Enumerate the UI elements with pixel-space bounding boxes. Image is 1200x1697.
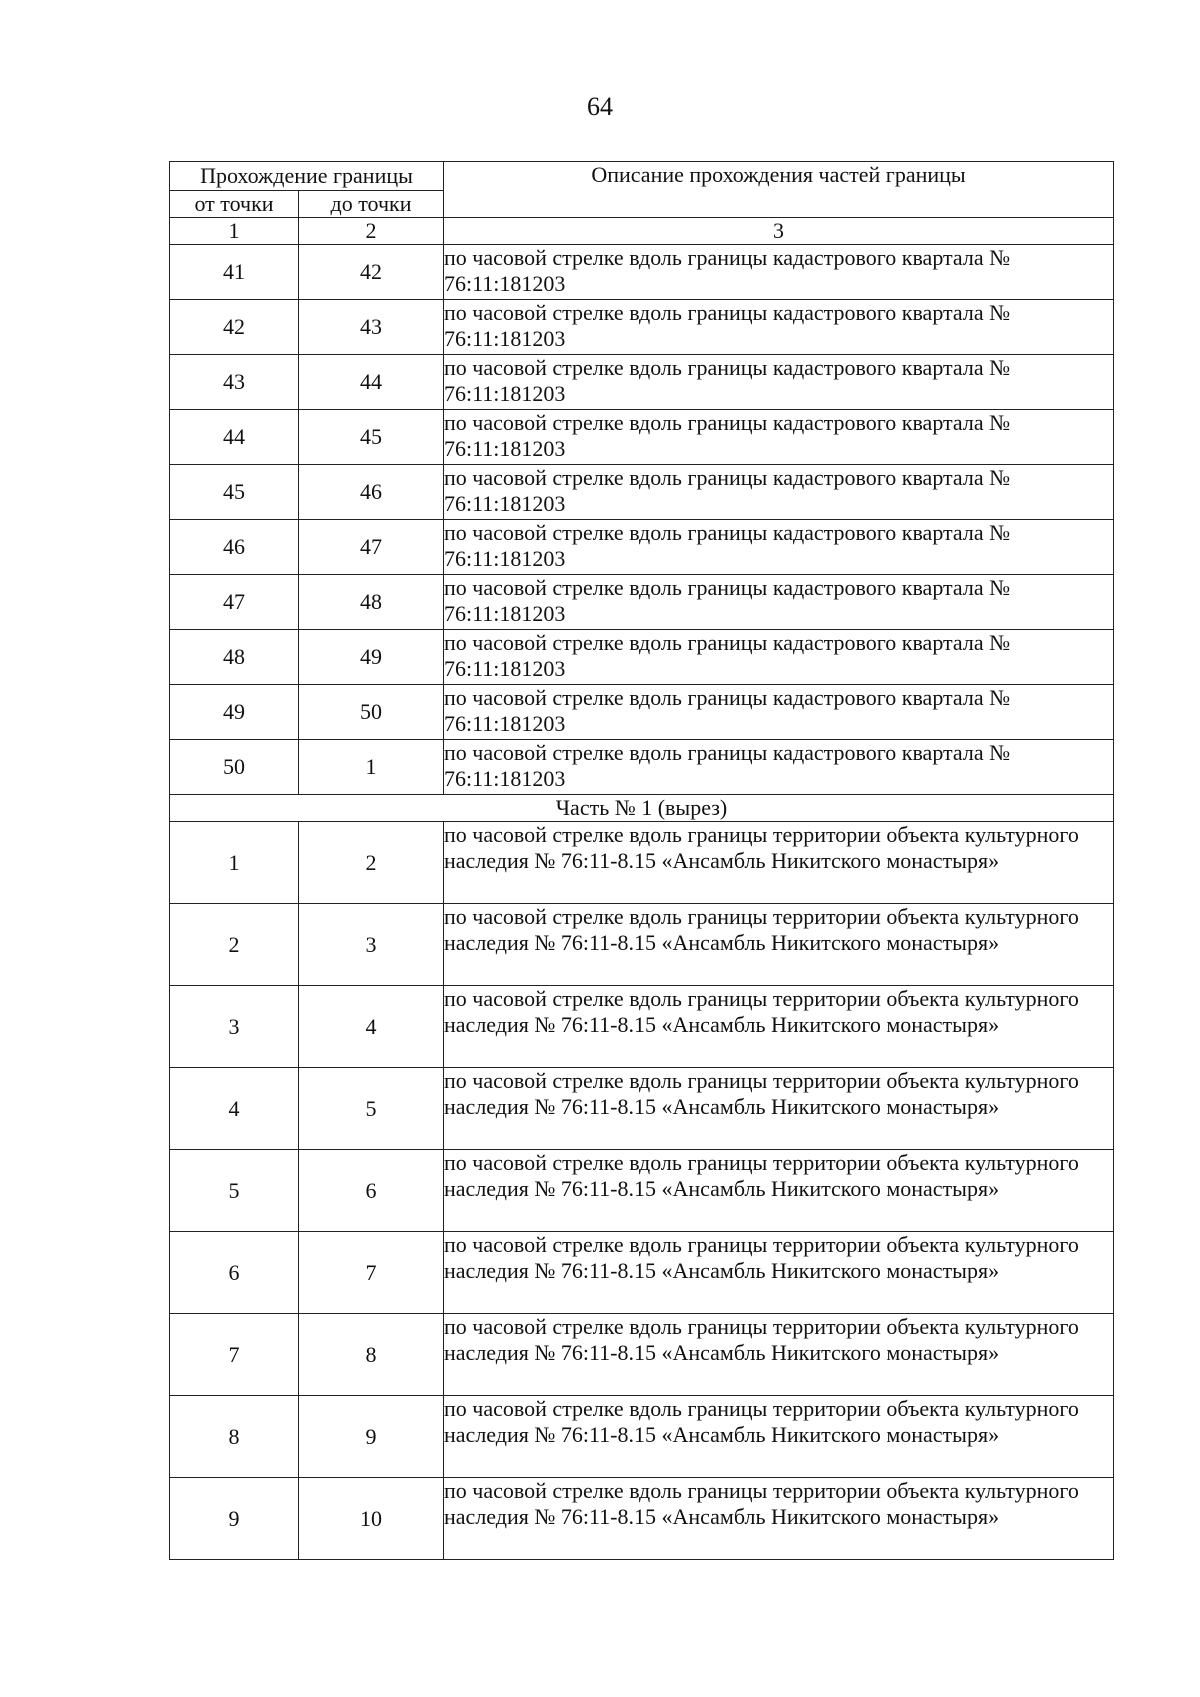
cell-from-point: 9: [170, 1478, 299, 1560]
cell-from-point: 6: [170, 1232, 299, 1314]
cell-description: по часовой стрелке вдоль границы территории объекта культурного наследия № 76:11-8.15 «Ансамбль Никитского монастыря»: [444, 1396, 1114, 1478]
cell-description: по часовой стрелке вдоль границы территории объекта культурного наследия № 76:11-8.15 «Ансамбль Никитского монастыря»: [444, 986, 1114, 1068]
cell-from-point: 47: [170, 575, 299, 630]
cell-from-point: 3: [170, 986, 299, 1068]
cell-description: по часовой стрелке вдоль границы территории объекта культурного наследия № 76:11-8.15 «Ансамбль Никитского монастыря»: [444, 1150, 1114, 1232]
cell-to-point: 43: [299, 300, 444, 355]
cell-description: по часовой стрелке вдоль границы кадастрового квартала № 76:11:181203: [444, 575, 1114, 630]
cell-description: по часовой стрелке вдоль границы кадастрового квартала № 76:11:181203: [444, 245, 1114, 300]
table-row: [170, 1068, 1114, 1150]
cell-description: по часовой стрелке вдоль границы территории объекта культурного наследия № 76:11-8.15 «Ансамбль Никитского монастыря»: [444, 1478, 1114, 1560]
cell-to-point: 4: [299, 986, 444, 1068]
cell-to-point: 9: [299, 1396, 444, 1478]
table-row: [170, 986, 1114, 1068]
table-row: [170, 520, 1114, 575]
cell-to-point: 6: [299, 1150, 444, 1232]
cell-from-point: 1: [170, 822, 299, 904]
table-row: [170, 465, 1114, 520]
header-col-number-1: 1: [170, 218, 299, 245]
table-row: [170, 1232, 1114, 1314]
section-row: [170, 795, 1114, 822]
header-col-number-3: 3: [444, 218, 1114, 245]
table-row: [170, 1314, 1114, 1396]
cell-to-point: 46: [299, 465, 444, 520]
cell-description: по часовой стрелке вдоль границы территории объекта культурного наследия № 76:11-8.15 «Ансамбль Никитского монастыря»: [444, 822, 1114, 904]
header-to-point: до точки: [299, 191, 444, 218]
table-row: [170, 410, 1114, 465]
header-col-number-2: 2: [299, 218, 444, 245]
cell-to-point: 7: [299, 1232, 444, 1314]
cell-from-point: 4: [170, 1068, 299, 1150]
cell-to-point: 49: [299, 630, 444, 685]
cell-from-point: 7: [170, 1314, 299, 1396]
section-title: Часть № 1 (вырез): [170, 795, 1114, 822]
cell-to-point: 2: [299, 822, 444, 904]
cell-from-point: 46: [170, 520, 299, 575]
cell-to-point: 50: [299, 685, 444, 740]
cell-from-point: 42: [170, 300, 299, 355]
header-description: Описание прохождения частей границы: [444, 162, 1114, 218]
cell-to-point: 8: [299, 1314, 444, 1396]
header-from-point: от точки: [170, 191, 299, 218]
cell-to-point: 48: [299, 575, 444, 630]
table-row: [170, 575, 1114, 630]
cell-to-point: 1: [299, 740, 444, 795]
cell-description: по часовой стрелке вдоль границы кадастрового квартала № 76:11:181203: [444, 465, 1114, 520]
boundary-table: [169, 161, 1114, 1560]
table-row: [170, 300, 1114, 355]
cell-description: по часовой стрелке вдоль границы кадастрового квартала № 76:11:181203: [444, 630, 1114, 685]
table-row: [170, 904, 1114, 986]
table-row: [170, 822, 1114, 904]
cell-from-point: 41: [170, 245, 299, 300]
cell-description: по часовой стрелке вдоль границы кадастрового квартала № 76:11:181203: [444, 685, 1114, 740]
table-row: [170, 355, 1114, 410]
cell-description: по часовой стрелке вдоль границы кадастрового квартала № 76:11:181203: [444, 410, 1114, 465]
cell-from-point: 48: [170, 630, 299, 685]
cell-from-point: 43: [170, 355, 299, 410]
table-row: [170, 740, 1114, 795]
cell-from-point: 44: [170, 410, 299, 465]
cell-to-point: 42: [299, 245, 444, 300]
table-row: [170, 245, 1114, 300]
table-row: [170, 1478, 1114, 1560]
cell-description: по часовой стрелке вдоль границы кадастрового квартала № 76:11:181203: [444, 740, 1114, 795]
table-row: [170, 1150, 1114, 1232]
cell-description: по часовой стрелке вдоль границы кадастрового квартала № 76:11:181203: [444, 520, 1114, 575]
cell-from-point: 50: [170, 740, 299, 795]
page-number: 64: [587, 92, 613, 121]
cell-from-point: 5: [170, 1150, 299, 1232]
cell-from-point: 49: [170, 685, 299, 740]
cell-to-point: 45: [299, 410, 444, 465]
table-body: [170, 245, 1114, 1560]
cell-description: по часовой стрелке вдоль границы территории объекта культурного наследия № 76:11-8.15 «Ансамбль Никитского монастыря»: [444, 1232, 1114, 1314]
cell-to-point: 3: [299, 904, 444, 986]
cell-description: по часовой стрелке вдоль границы кадастрового квартала № 76:11:181203: [444, 355, 1114, 410]
cell-to-point: 5: [299, 1068, 444, 1150]
table-header: [170, 162, 1114, 245]
cell-description: по часовой стрелке вдоль границы территории объекта культурного наследия № 76:11-8.15 «Ансамбль Никитского монастыря»: [444, 904, 1114, 986]
table-row: [170, 630, 1114, 685]
cell-from-point: 8: [170, 1396, 299, 1478]
cell-to-point: 10: [299, 1478, 444, 1560]
table-row: [170, 1396, 1114, 1478]
cell-to-point: 44: [299, 355, 444, 410]
cell-description: по часовой стрелке вдоль границы кадастрового квартала № 76:11:181203: [444, 300, 1114, 355]
cell-description: по часовой стрелке вдоль границы территории объекта культурного наследия № 76:11-8.15 «Ансамбль Никитского монастыря»: [444, 1314, 1114, 1396]
cell-description: по часовой стрелке вдоль границы территории объекта культурного наследия № 76:11-8.15 «Ансамбль Никитского монастыря»: [444, 1068, 1114, 1150]
table-row: [170, 685, 1114, 740]
cell-to-point: 47: [299, 520, 444, 575]
cell-from-point: 45: [170, 465, 299, 520]
cell-from-point: 2: [170, 904, 299, 986]
header-boundary-passage: Прохождение границы: [170, 162, 444, 191]
